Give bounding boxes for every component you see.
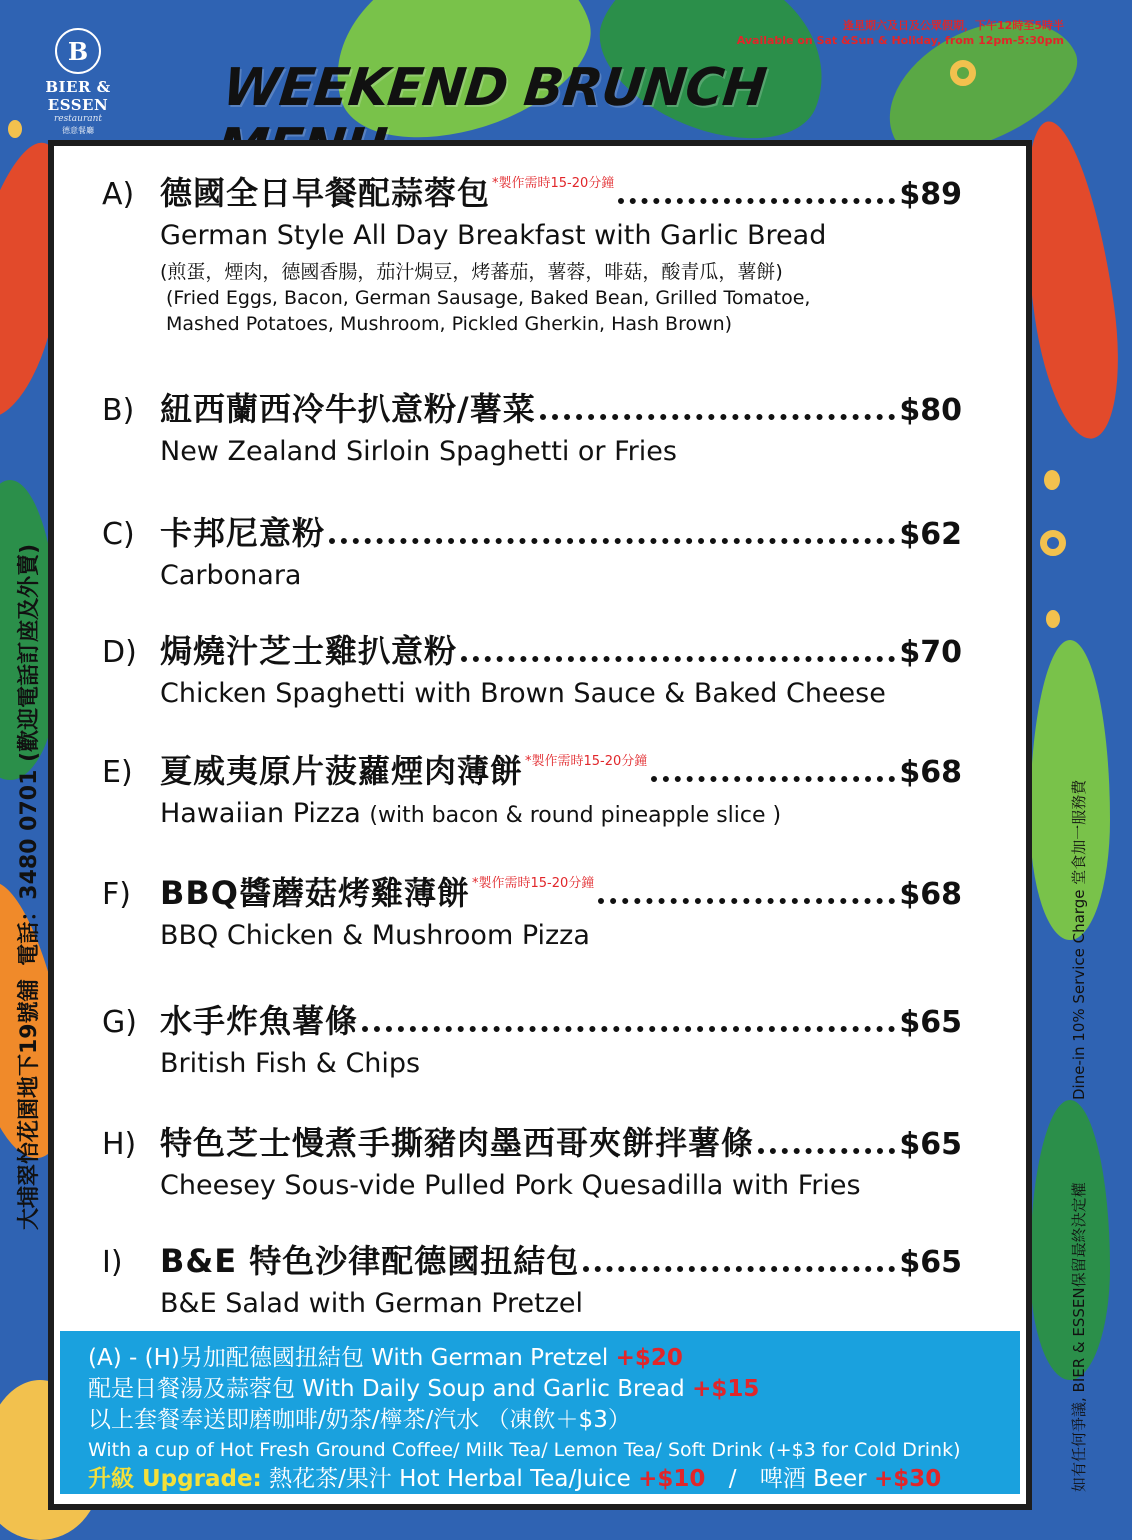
menu-item — [102, 1118, 962, 1201]
item-name-cn: 德國全日早餐配蒜蓉包 — [160, 174, 491, 212]
disclaimer-note: 如有任何爭議, BIER & ESSEN保留最終決定權 — [1070, 1182, 1088, 1492]
item-letter: E) — [102, 755, 133, 790]
dotted-leader — [583, 1266, 895, 1272]
item-price: $89 — [899, 177, 962, 212]
brand-subtitle: restaurant — [53, 114, 103, 124]
menu-item — [102, 868, 962, 951]
dotted-leader — [758, 1148, 895, 1154]
dot-decoration — [1046, 610, 1060, 628]
item-name-en: BBQ Chicken & Mushroom Pizza — [160, 920, 590, 951]
prep-time-note: *製作需時15-20分鐘 — [492, 176, 615, 191]
dotted-leader — [540, 414, 896, 420]
brand-name: BIER & ESSEN — [45, 78, 111, 114]
item-name-en-main: Hawaiian Pizza — [160, 798, 361, 829]
item-name-en-note: (with bacon & round pineapple slice ) — [369, 803, 782, 828]
footer-drink-cn: 以上套餐奉送即磨咖啡/奶茶/檸茶/汽水 （凍飲＋$3） — [88, 1407, 631, 1433]
item-name-cn: BBQ醬蘑菇烤雞薄餅 — [160, 874, 470, 912]
item-letter: I) — [102, 1245, 123, 1280]
service-charge-note: Dine-in 10% Service Charge 堂食加一服務費 — [1070, 779, 1088, 1100]
item-name-en: Cheesey Sous-vide Pulled Pork Quesadilla with Fries — [160, 1170, 861, 1201]
address-contact-strip — [12, 130, 48, 1230]
item-name-en: Carbonara — [160, 560, 302, 591]
availability-note — [737, 18, 1064, 48]
item-name-cn: 卡邦尼意粉 — [160, 514, 326, 552]
item-name-en — [160, 798, 962, 829]
menu-item — [102, 384, 962, 467]
menu-item — [102, 1236, 962, 1319]
footer-line-text: (A) - (H)另加配德國扭結包 With German Pretzel — [88, 1345, 609, 1371]
menu-item — [102, 996, 962, 1079]
item-letter: F) — [102, 877, 131, 912]
item-price: $80 — [899, 393, 962, 428]
footer-pretzel-addon — [88, 1343, 1020, 1374]
prep-time-note: *製作需時15-20分鐘 — [525, 754, 648, 769]
item-name-cn: 焗燒汁芝士雞扒意粉 — [160, 632, 458, 670]
item-name-cn: 紐西蘭西冷牛扒意粉/薯菜 — [160, 390, 536, 428]
upgrade-label: 升級 Upgrade: — [88, 1466, 262, 1492]
menu-item — [102, 168, 962, 337]
dotted-leader — [329, 538, 895, 544]
item-letter: C) — [102, 517, 135, 552]
footer-line-price: +$20 — [615, 1345, 683, 1371]
upgrade-separator: / — [728, 1466, 737, 1492]
item-letter: H) — [102, 1127, 137, 1162]
footer-line-price: +$15 — [692, 1376, 760, 1402]
upgrade-option-tea: 熱花茶/果汁 Hot Herbal Tea/Juice — [269, 1466, 631, 1492]
dotted-leader — [362, 1026, 895, 1032]
address-text: 大埔翠怡花園地下19號舖 — [17, 979, 42, 1230]
footer-line-text: 配是日餐湯及蒜蓉包 With Daily Soup and Garlic Bread — [88, 1376, 685, 1402]
menu-panel — [48, 140, 1032, 1510]
item-letter: G) — [102, 1005, 137, 1040]
dotted-leader — [598, 898, 895, 904]
item-price: $65 — [899, 1005, 962, 1040]
dotted-leader — [651, 776, 895, 782]
description-en: (Fried Eggs, Bacon, German Sausage, Baked Bean, Grilled Tomatoe, — [166, 287, 811, 309]
availability-cn: 逢星期六及日及公眾假期，下午12時至5時半 — [843, 19, 1064, 32]
item-name-cn: 夏威夷原片菠蘿煙肉薄餅 — [160, 752, 524, 790]
prep-time-note: *製作需時15-20分鐘 — [472, 876, 595, 891]
dotted-leader — [618, 198, 895, 204]
menu-item — [102, 746, 962, 829]
menu-item — [102, 508, 962, 591]
item-name-en: B&E Salad with German Pretzel — [160, 1288, 584, 1319]
description-en: Mashed Potatoes, Mushroom, Pickled Gherkin, Hash Brown) — [166, 313, 733, 335]
item-name-cn: 水手炸魚薯條 — [160, 1002, 359, 1040]
ring-decoration — [950, 60, 976, 86]
footer-drink-en: With a cup of Hot Fresh Ground Coffee/ Milk Tea/ Lemon Tea/ Soft Drink (+$3 for Cold Drink) — [88, 1439, 961, 1461]
page-title: WEEKEND BRUNCH — [220, 58, 769, 118]
item-price: $68 — [899, 877, 962, 912]
item-name-cn: 特色芝士慢煮手撕豬肉墨西哥夾餅拌薯條 — [160, 1124, 755, 1162]
description-cn: (煎蛋，煙肉，德國香腸，茄汁焗豆，烤蕃茄，薯蓉，啡菇，酸青瓜，薯餅) — [160, 261, 783, 283]
item-price: $65 — [899, 1127, 962, 1162]
availability-en: Available on Sat &Sun & Holiday, from 12pm-5:30pm — [736, 34, 1064, 47]
item-letter: D) — [102, 635, 137, 670]
upgrade-option-beer: 啤酒 Beer — [759, 1466, 867, 1492]
item-letter: A) — [102, 177, 135, 212]
dot-decoration — [1044, 470, 1060, 490]
footer-soup-addon — [88, 1374, 1020, 1405]
phone-contact: 電話：3480 0701 (歡迎電話訂座及外賣) — [17, 543, 42, 966]
item-name-cn: B&E 特色沙律配德國扭結包 — [160, 1242, 580, 1280]
brand-logo — [22, 28, 134, 135]
item-price: $68 — [899, 755, 962, 790]
upgrade-price-tea: +$10 — [638, 1466, 706, 1492]
item-description — [160, 259, 962, 337]
item-name-en: New Zealand Sirloin Spaghetti or Fries — [160, 436, 677, 467]
item-name-en: Chicken Spaghetti with Brown Sauce & Baked Cheese — [160, 678, 886, 709]
upgrade-price-beer: +$30 — [873, 1466, 942, 1492]
dotted-leader — [461, 656, 895, 662]
item-price: $62 — [899, 517, 962, 552]
item-letter: B) — [102, 393, 135, 428]
ring-decoration — [1040, 530, 1066, 556]
item-price: $70 — [899, 635, 962, 670]
item-name-en: British Fish & Chips — [160, 1048, 421, 1079]
item-price: $65 — [899, 1245, 962, 1280]
item-name-en: German Style All Day Breakfast with Garlic Bread — [160, 220, 827, 251]
logo-badge: B — [55, 28, 101, 74]
menu-item — [102, 626, 962, 709]
brand-chinese-name: 德意餐廳 — [62, 126, 94, 135]
set-meal-footer — [60, 1331, 1020, 1494]
footer-upgrade — [88, 1464, 1020, 1495]
